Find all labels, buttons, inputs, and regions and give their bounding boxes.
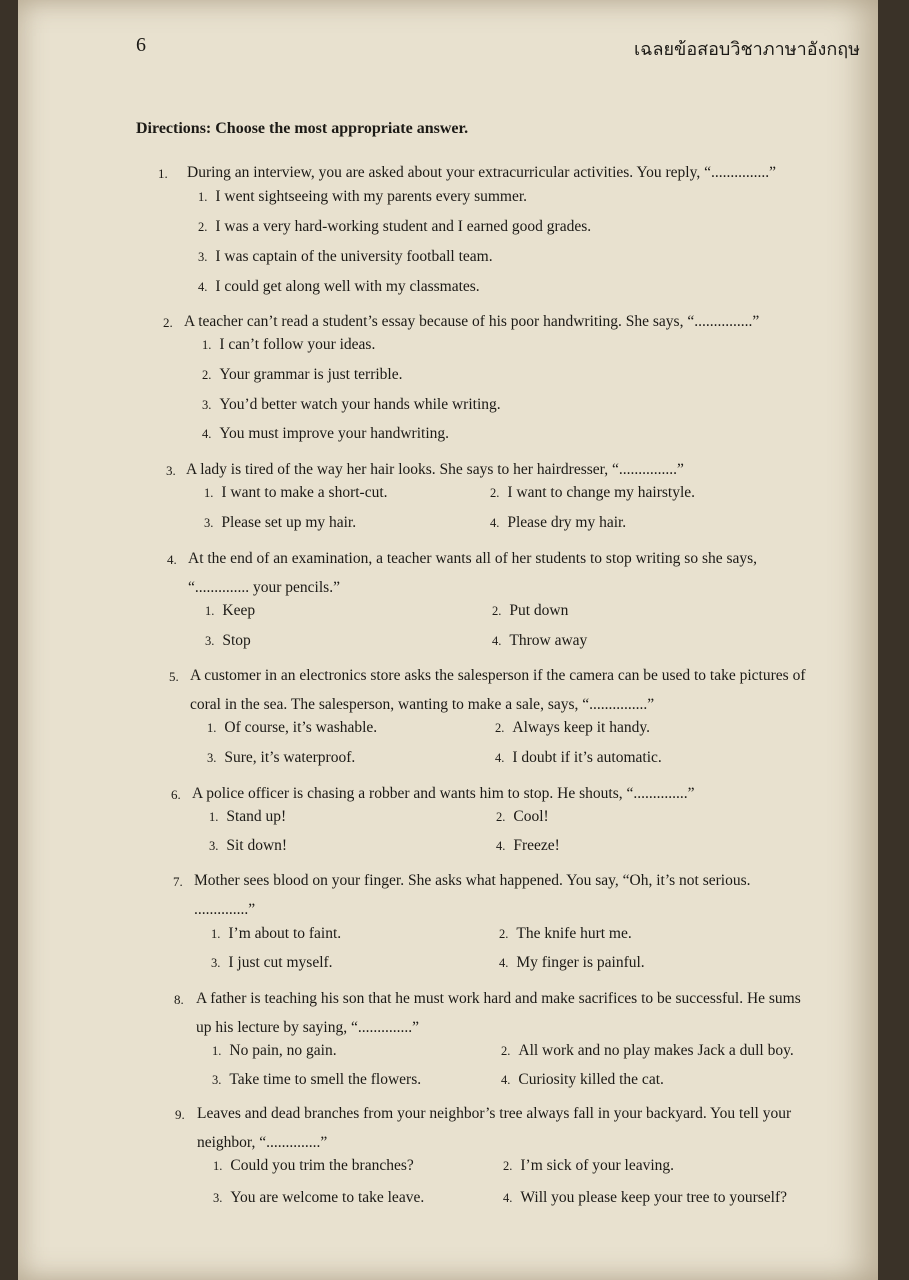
option-number: 4. (503, 1191, 513, 1205)
option-number: 4. (492, 634, 502, 648)
question-stem: A teacher can’t read a student’s essay because of his poor handwriting. She says, “...............” (184, 313, 760, 330)
answer-option (202, 336, 375, 354)
answer-option (209, 837, 287, 855)
option-number: 1. (204, 486, 214, 500)
question-stem-continued: “.............. your pencils.” (188, 579, 340, 596)
option-number: 3. (202, 398, 212, 412)
question-stem-continued: up his lecture by saying, “..............” (196, 1019, 419, 1036)
option-number: 2. (198, 220, 208, 234)
answer-option (209, 808, 286, 826)
directions: Directions: Choose the most appropriate answer. (136, 120, 469, 137)
question-number: 5. (169, 669, 179, 684)
question-1 (158, 158, 870, 187)
question-8 (174, 984, 870, 1042)
answer-option (202, 366, 402, 384)
answer-option (207, 749, 355, 767)
question-number: 6. (171, 787, 181, 802)
option-text: I could get along well with my classmates. (215, 278, 480, 295)
option-text: Curiosity killed the cat. (518, 1071, 664, 1088)
question-7 (173, 866, 870, 924)
answer-option (213, 1157, 414, 1175)
answer-option (198, 188, 527, 206)
answer-option (499, 925, 632, 943)
option-number: 1. (211, 927, 221, 941)
option-number: 1. (205, 604, 215, 618)
question-stem: Mother sees blood on your finger. She asks what happened. You say, “Oh, it’s not serious. (194, 872, 751, 889)
option-number: 2. (495, 721, 505, 735)
question-3 (166, 455, 870, 484)
answer-option (204, 514, 356, 532)
option-number: 2. (490, 486, 500, 500)
option-number: 4. (490, 516, 500, 530)
question-9 (175, 1099, 870, 1157)
answer-option (495, 719, 650, 737)
answer-option (503, 1189, 787, 1207)
question-stem: During an interview, you are asked about your extracurricular activities. You reply, “...............” (187, 164, 776, 181)
option-text: All work and no play makes Jack a dull boy. (518, 1042, 794, 1059)
answer-option (211, 954, 333, 972)
option-number: 2. (202, 368, 212, 382)
answer-option (198, 248, 493, 266)
option-text: Stop (222, 632, 251, 649)
option-text: I was a very hard-working student and I earned good grades. (215, 218, 592, 235)
option-text: Of course, it’s washable. (224, 719, 378, 736)
option-number: 4. (495, 751, 505, 765)
option-text: Take time to smell the flowers. (229, 1071, 422, 1088)
option-number: 1. (198, 190, 208, 204)
answer-option (501, 1071, 664, 1089)
question-stem-continued: coral in the sea. The salesperson, wanting to make a sale, says, “...............” (190, 696, 655, 713)
question-number: 4. (167, 552, 177, 567)
answer-option (211, 925, 341, 943)
option-number: 4. (501, 1073, 511, 1087)
answer-option (501, 1042, 794, 1060)
question-stem: A father is teaching his son that he must work hard and make sacrifices to be successful. He sums (196, 990, 801, 1007)
option-text: Sure, it’s waterproof. (224, 749, 356, 766)
option-text: No pain, no gain. (229, 1042, 337, 1059)
answer-option (204, 484, 388, 502)
option-text: I’m about to faint. (228, 925, 342, 942)
option-number: 3. (211, 956, 221, 970)
option-text: Stand up! (226, 808, 287, 825)
question-number: 2. (163, 315, 173, 330)
answer-option (496, 837, 560, 855)
answer-option (213, 1189, 424, 1207)
option-number: 3. (204, 516, 214, 530)
option-number: 3. (212, 1073, 222, 1087)
answer-option (492, 632, 587, 650)
question-stem-continued: neighbor, “..............” (197, 1134, 328, 1151)
option-text: I want to change my hairstyle. (507, 484, 696, 501)
option-text: I’m sick of your leaving. (520, 1157, 675, 1174)
question-2 (163, 307, 870, 336)
option-number: 3. (213, 1191, 223, 1205)
answer-option (492, 602, 568, 620)
option-number: 1. (202, 338, 212, 352)
option-number: 2. (496, 810, 506, 824)
option-number: 4. (198, 280, 208, 294)
answer-option (490, 484, 695, 502)
option-number: 4. (499, 956, 509, 970)
option-number: 2. (492, 604, 502, 618)
option-text: You must improve your handwriting. (219, 425, 450, 442)
answer-option (496, 808, 549, 826)
option-number: 1. (207, 721, 217, 735)
option-text: Your grammar is just terrible. (219, 366, 403, 383)
option-text: I just cut myself. (228, 954, 333, 971)
option-number: 3. (209, 839, 219, 853)
option-text: Please dry my hair. (507, 514, 627, 531)
option-number: 3. (205, 634, 215, 648)
option-number: 1. (213, 1159, 223, 1173)
book-page (18, 0, 878, 1280)
question-number: 3. (166, 463, 176, 478)
option-number: 3. (207, 751, 217, 765)
answer-option (198, 218, 591, 236)
option-text: You’d better watch your hands while writing. (219, 396, 501, 413)
answer-option (207, 719, 377, 737)
answer-option (205, 632, 251, 650)
answer-option (198, 278, 480, 296)
running-head: เฉลยข้อสอบวิชาภาษาอังกฤษ (634, 39, 860, 60)
answer-option (495, 749, 662, 767)
option-number: 4. (202, 427, 212, 441)
option-number: 1. (209, 810, 219, 824)
answer-option (202, 425, 449, 443)
option-text: Freeze! (513, 837, 560, 854)
answer-option (212, 1071, 421, 1089)
option-text: Sit down! (226, 837, 288, 854)
answer-option (205, 602, 255, 620)
option-text: You are welcome to take leave. (230, 1189, 425, 1206)
question-stem-continued: ..............” (194, 901, 256, 918)
option-number: 1. (212, 1044, 222, 1058)
question-stem: Leaves and dead branches from your neighbor’s tree always fall in your backyard. You tell your (197, 1105, 792, 1122)
question-5 (169, 661, 870, 719)
answer-option (212, 1042, 337, 1060)
option-text: Will you please keep your tree to yourself? (520, 1189, 788, 1206)
option-text: Put down (509, 602, 569, 619)
question-4 (167, 544, 870, 602)
question-stem: A customer in an electronics store asks the salesperson if the camera can be used to take pictures of (190, 667, 806, 684)
option-text: I was captain of the university football team. (215, 248, 493, 265)
option-text: I can’t follow your ideas. (219, 336, 376, 353)
option-text: Please set up my hair. (221, 514, 357, 531)
option-text: Could you trim the branches? (230, 1157, 414, 1174)
answer-option (490, 514, 626, 532)
question-number: 1. (158, 166, 168, 181)
question-stem: A police officer is chasing a robber and wants him to stop. He shouts, “..............” (192, 785, 695, 802)
option-number: 3. (198, 250, 208, 264)
option-text: I went sightseeing with my parents every summer. (215, 188, 528, 205)
question-number: 7. (173, 874, 183, 889)
question-number: 8. (174, 992, 184, 1007)
option-number: 2. (503, 1159, 513, 1173)
option-text: Cool! (513, 808, 549, 825)
question-6 (171, 779, 870, 808)
answer-option (202, 396, 501, 414)
option-text: Always keep it handy. (512, 719, 650, 736)
question-number: 9. (175, 1107, 185, 1122)
option-text: I doubt if it’s automatic. (512, 749, 662, 766)
question-stem: A lady is tired of the way her hair looks. She says to her hairdresser, “...............” (186, 461, 684, 478)
option-number: 2. (501, 1044, 511, 1058)
answer-option (503, 1157, 674, 1175)
option-text: Keep (222, 602, 256, 619)
option-text: My finger is painful. (516, 954, 645, 971)
page-number: 6 (136, 34, 146, 56)
option-number: 4. (496, 839, 506, 853)
option-text: The knife hurt me. (516, 925, 632, 942)
option-number: 2. (499, 927, 509, 941)
option-text: I want to make a short-cut. (221, 484, 388, 501)
question-stem: At the end of an examination, a teacher wants all of her students to stop writing so she says, (188, 550, 758, 567)
answer-option (499, 954, 645, 972)
option-text: Throw away (509, 632, 588, 649)
